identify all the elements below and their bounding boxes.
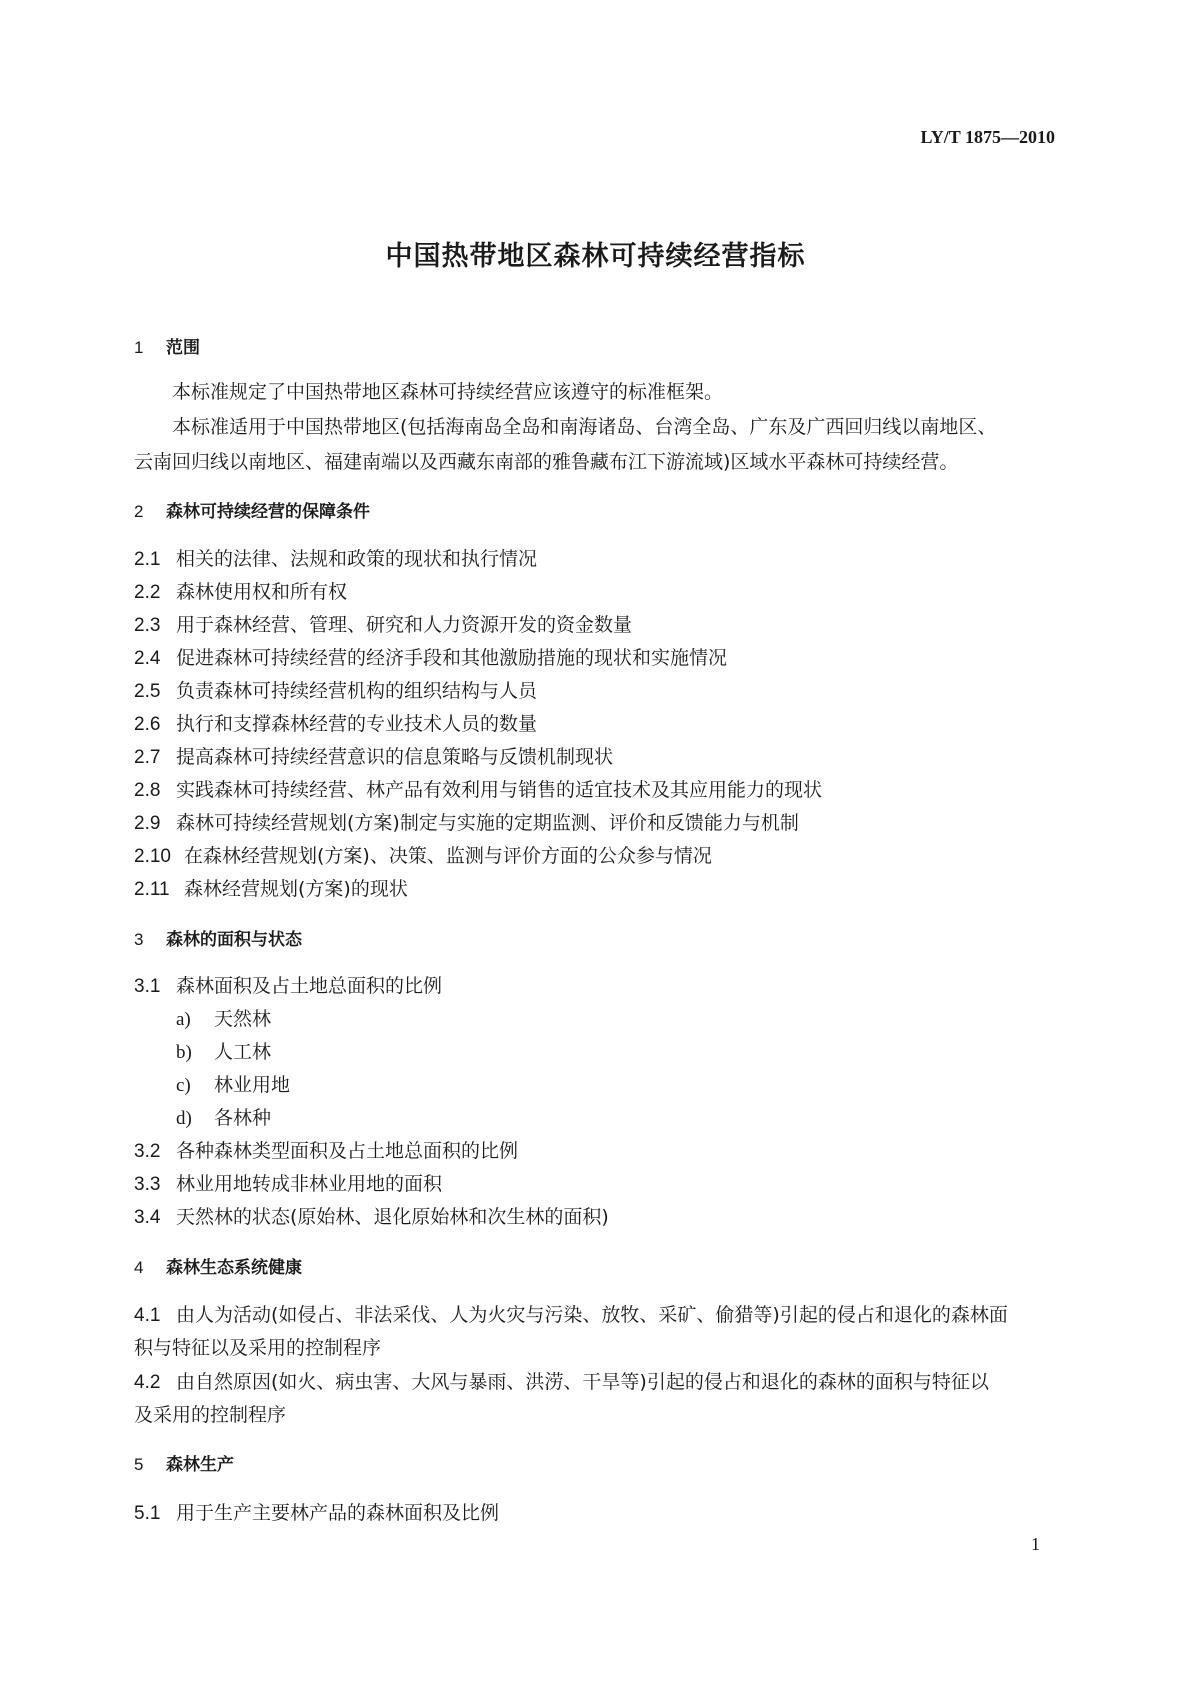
list-item bbox=[134, 1139, 518, 1164]
list-item bbox=[134, 877, 408, 902]
item-number: 2.1 bbox=[134, 549, 161, 570]
item-text: 人工林 bbox=[214, 1041, 272, 1063]
list-item bbox=[134, 1370, 989, 1395]
section-heading-5 bbox=[134, 1453, 234, 1477]
list-item bbox=[134, 1303, 1008, 1328]
item-text: 相关的法律、法规和政策的现状和执行情况 bbox=[176, 548, 538, 570]
list-item bbox=[134, 613, 632, 638]
paragraph-continued: 云南回归线以南地区、福建南端以及西藏东南部的雅鲁藏布江下游流域)区域水平森林可持续经营。 bbox=[134, 451, 959, 473]
item-number: 2.6 bbox=[134, 714, 161, 735]
item-number: 3.2 bbox=[134, 1141, 161, 1162]
item-text: 各林种 bbox=[214, 1107, 272, 1129]
item-text: 森林经营规划(方案)的现状 bbox=[184, 878, 408, 900]
item-text: 森林面积及占土地总面积的比例 bbox=[176, 975, 443, 997]
item-text: 森林使用权和所有权 bbox=[176, 581, 348, 603]
list-item bbox=[134, 547, 537, 572]
item-number: c) bbox=[176, 1075, 191, 1096]
item-number: 4.2 bbox=[134, 1372, 161, 1393]
list-item bbox=[134, 778, 822, 803]
item-number: 2.4 bbox=[134, 648, 161, 669]
item-text: 天然林 bbox=[214, 1008, 272, 1030]
section-number: 3 bbox=[134, 930, 144, 949]
section-title: 森林生态系统健康 bbox=[166, 1258, 302, 1278]
list-item bbox=[134, 811, 799, 836]
item-text: 用于森林经营、管理、研究和人力资源开发的资金数量 bbox=[176, 614, 633, 636]
item-number: 2.8 bbox=[134, 780, 161, 801]
section-heading-4 bbox=[134, 1256, 302, 1280]
list-item bbox=[176, 1040, 271, 1065]
item-text-continued: 积与特征以及采用的控制程序 bbox=[134, 1337, 382, 1359]
item-text: 林业用地转成非林业用地的面积 bbox=[176, 1173, 443, 1195]
item-number: 2.2 bbox=[134, 582, 161, 603]
item-number: a) bbox=[176, 1009, 191, 1030]
section-number: 4 bbox=[134, 1258, 144, 1277]
item-number: 2.9 bbox=[134, 813, 161, 834]
item-number: 4.1 bbox=[134, 1305, 161, 1326]
item-text: 天然林的状态(原始林、退化原始林和次生林的面积) bbox=[176, 1206, 609, 1228]
list-item bbox=[134, 844, 712, 869]
item-text: 促进森林可持续经营的经济手段和其他激励措施的现状和实施情况 bbox=[176, 647, 728, 669]
section-heading-1 bbox=[134, 336, 200, 360]
section-heading-2 bbox=[134, 500, 370, 524]
item-number: 3.1 bbox=[134, 976, 161, 997]
item-text: 由自然原因(如火、病虫害、大风与暴雨、洪涝、干旱等)引起的侵占和退化的森林的面积与特征以 bbox=[176, 1371, 989, 1393]
item-number: 2.11 bbox=[134, 879, 170, 900]
list-item bbox=[134, 679, 537, 704]
item-text: 执行和支撑森林经营的专业技术人员的数量 bbox=[176, 713, 538, 735]
list-item bbox=[134, 1205, 609, 1230]
list-item bbox=[176, 1106, 271, 1131]
item-text: 负责森林可持续经营机构的组织结构与人员 bbox=[176, 680, 538, 702]
list-item bbox=[134, 1501, 499, 1526]
item-text: 提高森林可持续经营意识的信息策略与反馈机制现状 bbox=[176, 746, 614, 768]
item-text: 由人为活动(如侵占、非法采伐、人为火灾与污染、放牧、采矿、偷猎等)引起的侵占和退化的森林面 bbox=[176, 1304, 1008, 1326]
list-item bbox=[176, 1073, 290, 1098]
item-number: 2.5 bbox=[134, 681, 161, 702]
section-title: 范围 bbox=[166, 338, 200, 358]
section-number: 5 bbox=[134, 1455, 144, 1474]
list-item bbox=[134, 1172, 442, 1197]
item-number: 3.4 bbox=[134, 1207, 161, 1228]
list-item bbox=[176, 1007, 271, 1032]
paragraph: 本标准适用于中国热带地区(包括海南岛全岛和南海诸岛、台湾全岛、广东及广西回归线以南地区、 bbox=[172, 416, 997, 438]
standard-code: LY/T 1875—2010 bbox=[920, 127, 1055, 147]
section-title: 森林可持续经营的保障条件 bbox=[166, 502, 370, 522]
section-title: 森林生产 bbox=[166, 1455, 234, 1475]
item-text: 林业用地 bbox=[214, 1074, 291, 1096]
item-number: 2.10 bbox=[134, 846, 171, 867]
item-text: 各种森林类型面积及占土地总面积的比例 bbox=[176, 1140, 519, 1162]
document-title: 中国热带地区森林可持续经营指标 bbox=[385, 241, 806, 272]
list-item bbox=[134, 646, 727, 671]
list-item bbox=[134, 745, 613, 770]
section-title: 森林的面积与状态 bbox=[166, 930, 302, 950]
item-number: b) bbox=[176, 1042, 192, 1063]
list-item bbox=[134, 580, 347, 605]
page-number: 1 bbox=[1031, 1534, 1040, 1554]
item-number: 3.3 bbox=[134, 1174, 161, 1195]
item-number: d) bbox=[176, 1108, 192, 1129]
list-item bbox=[134, 974, 442, 999]
section-heading-3 bbox=[134, 928, 302, 952]
paragraph: 本标准规定了中国热带地区森林可持续经营应该遵守的标准框架。 bbox=[172, 381, 724, 403]
list-item bbox=[134, 712, 537, 737]
item-number: 2.7 bbox=[134, 747, 161, 768]
item-text: 实践森林可持续经营、林产品有效利用与销售的适宜技术及其应用能力的现状 bbox=[176, 779, 823, 801]
item-number: 5.1 bbox=[134, 1503, 161, 1524]
item-text: 森林可持续经营规划(方案)制定与实施的定期监测、评价和反馈能力与机制 bbox=[176, 812, 799, 834]
item-text: 用于生产主要林产品的森林面积及比例 bbox=[176, 1502, 500, 1524]
item-text: 在森林经营规划(方案)、决策、监测与评价方面的公众参与情况 bbox=[184, 845, 712, 867]
item-number: 2.3 bbox=[134, 615, 161, 636]
section-number: 2 bbox=[134, 502, 144, 521]
item-text-continued: 及采用的控制程序 bbox=[134, 1404, 287, 1426]
section-number: 1 bbox=[134, 338, 144, 357]
